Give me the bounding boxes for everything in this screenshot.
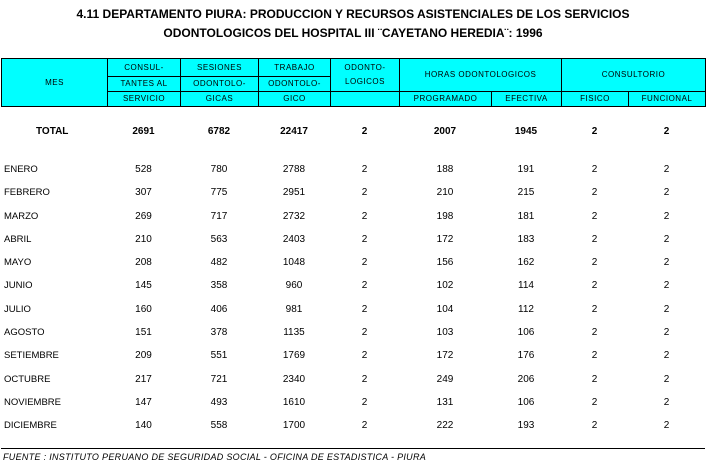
row-consultantes: 208 [135,257,152,269]
row-efectiva: 191 [517,164,535,175]
header-consultorio: CONSULTORIO [562,59,706,92]
row-trabajo: 1700 [282,420,306,432]
row-odontologos: 2 [361,303,368,315]
row-programado: 210 [436,187,454,199]
row-programado: 172 [436,233,454,245]
row-mes: AGOSTO [4,327,45,339]
row-sesiones: 493 [210,396,228,408]
row-odontologos: 2 [361,420,368,432]
total-label: TOTAL [36,126,69,137]
row-funcional: 2 [663,420,670,432]
table-row [0,326,706,349]
row-odontologos: 2 [361,187,368,199]
row-funcional: 2 [663,257,670,269]
row-efectiva: 114 [518,280,534,292]
total-consultantes: 2691 [132,126,155,137]
table-row [0,396,706,419]
row-funcional: 2 [663,210,670,222]
header-trabajo-3: GICO [259,92,331,107]
row-fisico: 2 [591,420,598,432]
header-consultantes-2: TANTES AL [108,77,181,92]
header-consultantes-3: SERVICIO [108,92,181,107]
row-sesiones: 378 [210,327,228,339]
row-funcional: 2 [663,303,670,315]
header-odontologos-blank [331,92,400,107]
row-fisico: 2 [591,257,598,269]
row-odontologos: 2 [361,396,368,408]
row-mes: JULIO [4,303,31,315]
header-odontologos [331,59,400,92]
header-sesiones-1: SESIONES [181,59,259,77]
total-programado: 2007 [433,126,457,137]
row-fisico: 2 [591,373,598,385]
row-programado: 103 [436,327,454,339]
row-trabajo: 1769 [282,350,306,362]
row-sesiones: 563 [210,233,228,245]
row-sesiones: 406 [210,303,228,315]
header-sesiones-3: GICAS [181,92,259,107]
row-sesiones: 558 [210,420,228,432]
row-funcional: 2 [663,164,670,175]
header-programado: PROGRAMADO [400,92,492,107]
row-programado: 172 [436,350,454,362]
row-fisico: 2 [591,350,598,362]
row-efectiva: 162 [517,257,535,269]
row-funcional: 2 [663,233,670,245]
row-funcional: 2 [663,350,670,362]
row-sesiones: 775 [210,187,228,199]
row-trabajo: 981 [285,303,303,315]
row-sesiones: 721 [210,373,228,385]
row-sesiones: 358 [210,280,228,292]
row-sesiones: 551 [210,350,228,362]
row-fisico: 2 [591,187,598,199]
title-line-2: ODONTOLOGICOS DEL HOSPITAL III ¨CAYETANO HEREDIA¨: 1996 [163,26,543,40]
row-consultantes: 209 [135,350,152,362]
row-programado: 222 [436,420,454,432]
row-mes: SETIEMBRE [4,350,59,362]
header-consultantes-1: CONSUL- [108,59,181,77]
table-row [0,163,706,186]
row-trabajo: 2340 [282,373,306,385]
row-efectiva: 206 [517,373,535,385]
row-trabajo: 2951 [282,187,306,199]
row-odontologos: 2 [361,233,368,245]
row-efectiva: 193 [517,420,535,432]
table-row [0,303,706,326]
row-odontologos: 2 [361,373,368,385]
row-funcional: 2 [663,280,670,292]
row-consultantes: 269 [135,210,152,222]
row-consultantes: 151 [135,327,152,339]
total-odontologos: 2 [361,126,368,137]
row-mes: ENERO [4,164,38,175]
row-mes: OCTUBRE [4,373,51,385]
row-odontologos: 2 [361,210,368,222]
row-funcional: 2 [663,373,670,385]
table-row [0,210,706,233]
row-sesiones: 780 [210,164,228,175]
total-trabajo: 22417 [280,126,308,137]
row-fisico: 2 [591,164,598,175]
row-funcional: 2 [663,396,670,408]
row-programado: 198 [436,210,454,222]
header-mes: MES [2,59,108,107]
table-header [1,58,706,107]
table-row [0,419,706,442]
header-odontologos-1: ODONTO- [344,63,386,72]
row-efectiva: 112 [518,303,534,315]
source-footnote: FUENTE : INSTITUTO PERUANO DE SEGURIDAD SOCIAL - OFICINA DE ESTADISTICA - PIURA [3,452,427,462]
header-odontologos-2: LOGICOS [345,77,385,86]
row-funcional: 2 [663,187,670,199]
row-programado: 131 [436,396,454,408]
table-row [0,256,706,279]
row-consultantes: 147 [135,396,152,408]
table-row [0,349,706,372]
header-efectiva: EFECTIVA [492,92,562,107]
row-efectiva: 106 [517,396,535,408]
header-trabajo-1: TRABAJO [259,59,331,77]
row-consultantes: 160 [135,303,152,315]
header-trabajo-2: ODONTOLO- [259,77,331,92]
row-fisico: 2 [591,233,598,245]
row-mes: NOVIEMBRE [4,396,62,408]
total-fisico: 2 [591,126,598,137]
row-mes: MAYO [4,257,32,269]
row-odontologos: 2 [361,257,368,269]
row-trabajo: 2403 [282,233,306,245]
row-consultantes: 210 [135,233,152,245]
header-horas: HORAS ODONTOLOGICOS [400,59,562,92]
row-sesiones: 717 [210,210,228,222]
row-mes: FEBRERO [4,187,50,199]
table-row [0,186,706,209]
row-trabajo: 1048 [282,257,306,269]
row-efectiva: 215 [517,187,535,199]
title-line-1: 4.11 DEPARTAMENTO PIURA: PRODUCCION Y RECURSOS ASISTENCIALES DE LOS SERVICIOS [76,7,630,21]
header-sesiones-2: ODONTOLO- [181,77,259,92]
row-consultantes: 528 [135,164,152,175]
row-programado: 104 [436,303,454,315]
total-efectiva: 1945 [514,126,538,137]
row-trabajo: 2788 [282,164,306,175]
row-fisico: 2 [591,396,598,408]
row-consultantes: 145 [135,280,152,292]
row-efectiva: 176 [517,350,535,362]
row-efectiva: 106 [517,327,535,339]
row-trabajo: 960 [285,280,303,292]
table-row [0,279,706,302]
row-efectiva: 181 [517,210,535,222]
row-mes: ABRIL [4,233,32,245]
row-odontologos: 2 [361,280,368,292]
table-row [0,233,706,256]
row-programado: 249 [436,373,454,385]
row-odontologos: 2 [361,164,368,175]
row-consultantes: 307 [135,187,152,199]
row-mes: MARZO [4,210,39,222]
total-sesiones: 6782 [207,126,231,137]
row-trabajo: 2732 [282,210,306,222]
row-efectiva: 183 [517,233,535,245]
row-fisico: 2 [591,280,598,292]
row-fisico: 2 [591,303,598,315]
row-fisico: 2 [591,210,598,222]
footer-divider [1,448,705,449]
row-programado: 156 [436,257,454,269]
row-trabajo: 1135 [283,327,305,339]
row-consultantes: 140 [135,420,152,432]
row-mes: JUNIO [4,280,33,292]
row-odontologos: 2 [361,327,368,339]
row-funcional: 2 [663,327,670,339]
row-consultantes: 217 [135,373,152,385]
row-odontologos: 2 [361,350,368,362]
row-fisico: 2 [591,327,598,339]
row-mes: DICIEMBRE [4,420,57,432]
table-body [0,163,706,443]
total-funcional: 2 [663,126,670,137]
row-trabajo: 1610 [282,396,306,408]
row-programado: 188 [436,164,454,175]
header-funcional: FUNCIONAL [629,92,706,107]
row-programado: 102 [436,280,454,292]
header-fisico: FISICO [562,92,629,107]
row-sesiones: 482 [210,257,228,269]
table-row [0,373,706,396]
